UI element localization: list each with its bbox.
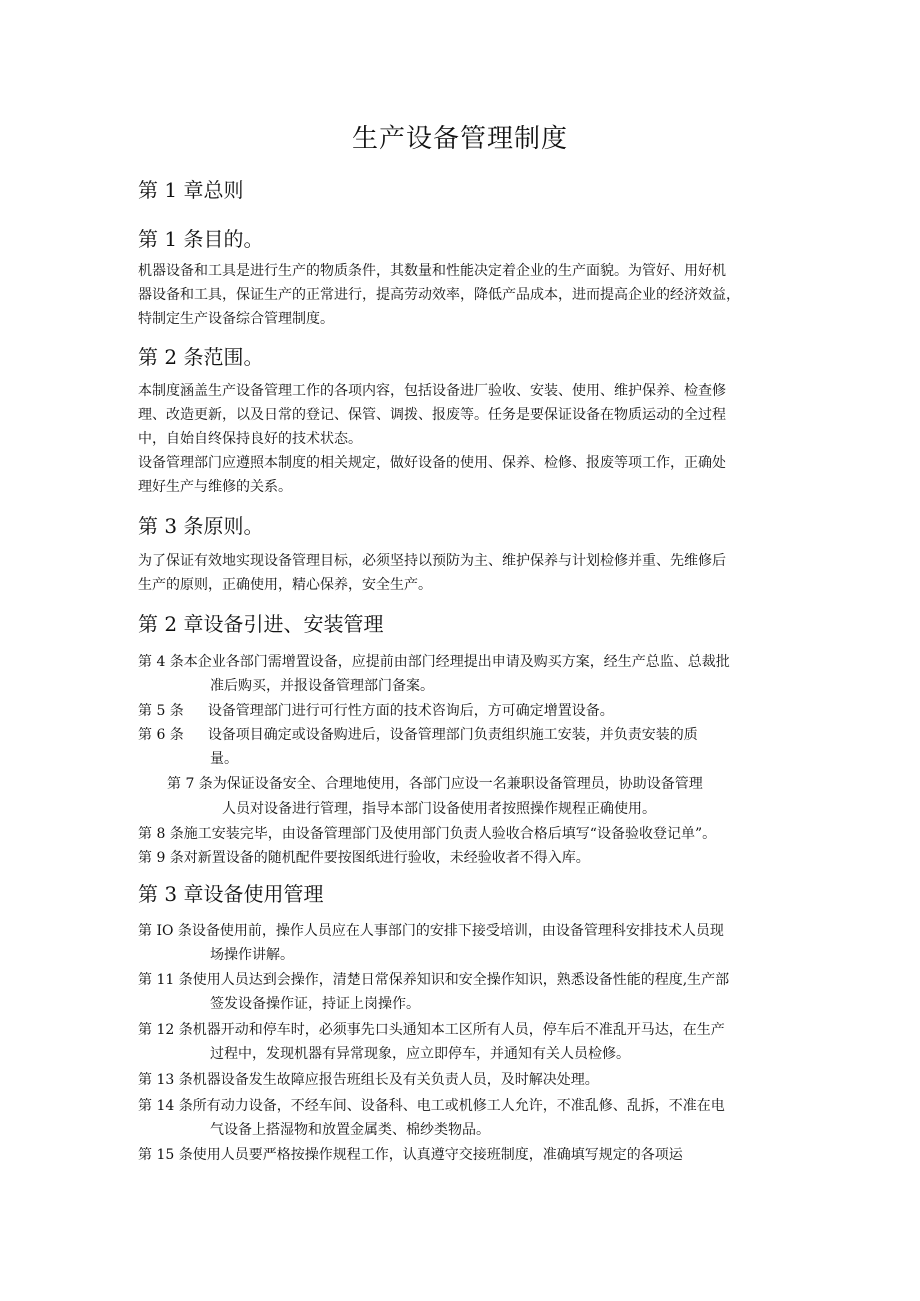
article-number: 第 6 条 xyxy=(138,727,184,743)
article-7-continuation: 人员对设备进行管理，指导本部门设备使用者按照操作规程正确使用。 xyxy=(222,801,656,817)
paragraph-line: 中，自始自终保持良好的技术状态。 xyxy=(138,431,362,447)
article-4-line: 第 4 条本企业各部门需增置设备，应提前由部门经理提出申请及购买方案，经生产总监、总裁批 xyxy=(138,654,730,670)
article-text: 设备项目确定或设备购进后，设备管理部门负责组织施工安装，并负责安装的质 xyxy=(207,727,698,743)
article-15: 第 15 条使用人员要严格按操作规程工作，认真遵守交接班制度，准确填写规定的各项运 xyxy=(138,1147,683,1163)
article-7-line: 第 7 条为保证设备安全、合理地使用，各部门应设一名兼职设备管理员，协助设备管理 xyxy=(167,776,703,792)
article-8: 第 8 条施工安装完毕，由设备管理部门及使用部门负责人验收合格后填写“设备验收登记单”。 xyxy=(138,826,717,842)
paragraph-line: 本制度涵盖生产设备管理工作的各项内容，包括设备进厂验收、安装、使用、维护保养、检查修 xyxy=(138,383,726,399)
article-6 xyxy=(138,723,698,747)
article-10-continuation: 场操作讲解。 xyxy=(210,947,294,963)
paragraph-line: 为了保证有效地实现设备管理目标，必须坚持以预防为主、维护保养与计划检修并重、先维修后 xyxy=(138,553,726,569)
article-1-paragraph xyxy=(138,259,788,331)
article-6-continuation: 量。 xyxy=(210,751,238,767)
article-12-line: 第 12 条机器开动和停车时，必须事先口头通知本工区所有人员，停车后不准乱开马达，在生产 xyxy=(138,1022,725,1038)
article-10-line: 第 IO 条设备使用前，操作人员应在人事部门的安排下接受培训，由设备管理科安排技术人员现 xyxy=(138,923,724,939)
article-14-line: 第 14 条所有动力设备，不经车间、设备科、电工或机修工人允许，不准乱修、乱拆，不准在电 xyxy=(138,1098,725,1114)
article-12-continuation: 过程中，发现机器有异常现象，应立即停车，并通知有关人员检修。 xyxy=(210,1046,630,1062)
article-2-heading: 第 2 条范围。 xyxy=(138,345,264,369)
paragraph-line: 生产的原则，正确使用，精心保养，安全生产。 xyxy=(138,577,432,593)
article-5 xyxy=(138,699,614,723)
paragraph-line: 特制定生产设备综合管理制度。 xyxy=(138,311,334,327)
paragraph-line: 器设备和工具，保证生产的正常进行，提高劳动效率，降低产品成本，进而提高企业的经济效益， xyxy=(138,287,740,303)
article-14-continuation: 气设备上搭湿物和放置金属类、棉纱类物品。 xyxy=(210,1122,490,1138)
article-3-heading: 第 3 条原则。 xyxy=(138,514,264,538)
paragraph-line: 理、改造更新，以及日常的登记、保管、调拨、报废等。任务是要保证设备在物质运动的全过程 xyxy=(138,407,726,423)
article-9: 第 9 条对新置设备的随机配件要按图纸进行验收，未经验收者不得入库。 xyxy=(138,850,590,866)
article-2-paragraph xyxy=(138,379,788,499)
article-11-continuation: 签发设备操作证，持证上岗操作。 xyxy=(210,996,420,1012)
paragraph-line: 理好生产与维修的关系。 xyxy=(138,479,292,495)
article-1-heading: 第 1 条目的。 xyxy=(138,227,264,251)
article-3-paragraph xyxy=(138,549,788,597)
paragraph-line: 设备管理部门应遵照本制度的相关规定，做好设备的使用、保养、检修、报废等项工作，正确处 xyxy=(138,455,726,471)
article-4-continuation: 准后购买，并报设备管理部门备案。 xyxy=(210,678,434,694)
document-title: 生产设备管理制度 xyxy=(351,124,568,154)
article-text: 设备管理部门进行可行性方面的技术咨询后，方可确定增置设备。 xyxy=(207,703,614,719)
chapter-2-heading: 第 2 章设备引进、安装管理 xyxy=(138,612,384,636)
article-13: 第 13 条机器设备发生故障应报告班组长及有关负责人员，及时解决处理。 xyxy=(138,1072,599,1088)
chapter-3-heading: 第 3 章设备使用管理 xyxy=(138,882,324,906)
chapter-1-heading: 第 1 章总则 xyxy=(138,178,244,202)
article-11-line: 第 11 条使用人员达到会操作，清楚日常保养知识和安全操作知识，熟悉设备性能的程度,生产部 xyxy=(138,972,730,988)
article-number: 第 5 条 xyxy=(138,703,184,719)
paragraph-line: 机器设备和工具是进行生产的物质条件，其数量和性能决定着企业的生产面貌。为管好、用好机 xyxy=(138,263,726,279)
